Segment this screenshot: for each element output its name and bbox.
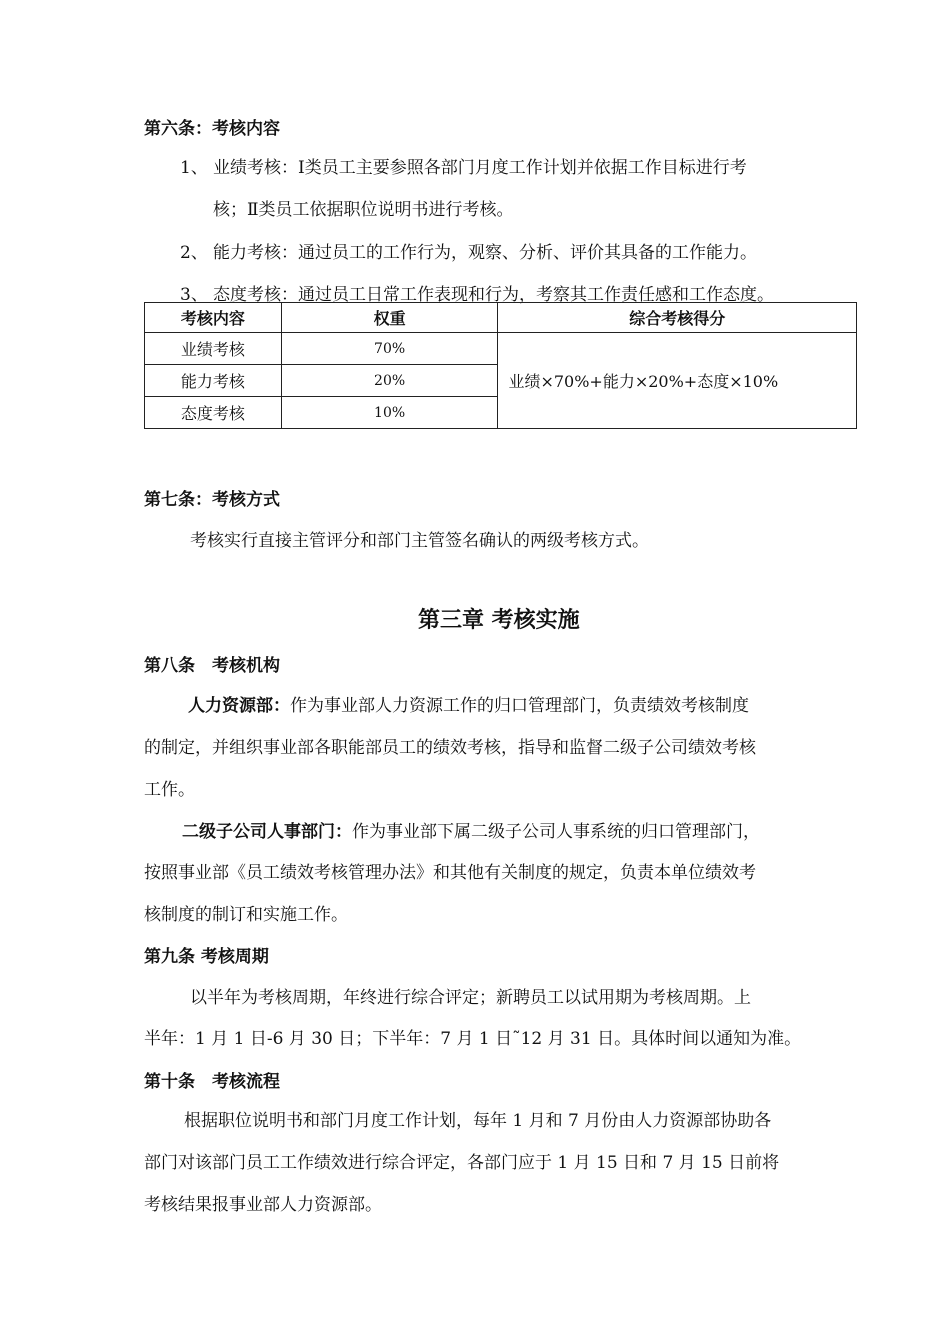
article8-title: 第八条 考核机构 — [144, 656, 280, 676]
article10-title: 第十条 考核流程 — [144, 1072, 280, 1092]
table-header-cell: 综合考核得分 — [498, 303, 857, 333]
article7-body: 考核实行直接主管评分和部门主管签名确认的两级考核方式。 — [190, 531, 649, 551]
chapter-title: 第三章 考核实施 — [418, 608, 580, 633]
table-cell-item: 态度考核 — [145, 397, 282, 429]
hr-department-label: 人力资源部： — [188, 696, 290, 716]
list-item-text: 态度考核：通过员工日常工作表现和行为，考察其工作责任感和工作态度。 — [213, 285, 774, 305]
list-item-text: 能力考核：通过员工的工作行为，观察、分析、评价其具备的工作能力。 — [213, 243, 757, 263]
paragraph-text: 作为事业部人力资源工作的归口管理部门，负责绩效考核制度 — [290, 696, 749, 716]
table-cell-weight: 10% — [281, 397, 498, 429]
list-item-text-continued: 核；Ⅱ类员工依据职位说明书进行考核。 — [213, 200, 514, 220]
article6-title: 第六条：考核内容 — [144, 119, 280, 139]
table-cell-weight: 20% — [281, 365, 498, 397]
subsidiary-hr-label: 二级子公司人事部门： — [182, 822, 352, 842]
table-row — [145, 333, 857, 365]
paragraph-text: 作为事业部下属二级子公司人事系统的归口管理部门， — [352, 822, 760, 842]
list-item-number: 3、 — [180, 285, 208, 305]
list-item-text: 业绩考核：Ⅰ类员工主要参照各部门月度工作计划并依据工作目标进行考 — [213, 158, 747, 178]
article8-paragraph1-line — [188, 691, 749, 716]
article10-line: 考核结果报事业部人力资源部。 — [144, 1195, 382, 1215]
article9-line: 以半年为考核周期，年终进行综合评定；新聘员工以试用期为考核周期。上 — [190, 988, 751, 1008]
article8-paragraph2-line — [182, 817, 760, 842]
table-cell-formula: 业绩×70%+能力×20%+态度×10% — [498, 333, 857, 429]
article9-title: 第九条 考核周期 — [144, 947, 269, 967]
article7-title: 第七条：考核方式 — [144, 490, 280, 510]
assessment-weight-table — [144, 302, 857, 429]
table-header-cell: 考核内容 — [145, 303, 282, 333]
article8-paragraph2-line: 核制度的制订和实施工作。 — [144, 905, 348, 925]
table-cell-weight: 70% — [281, 333, 498, 365]
list-item-number: 2、 — [180, 243, 208, 263]
article9-line: 半年：1 月 1 日-6 月 30 日；下半年：7 月 1 日˜12 月 31 日。具体时间以通知为准。 — [144, 1029, 802, 1049]
table-cell-item: 业绩考核 — [145, 333, 282, 365]
table-header-row — [145, 303, 857, 333]
article8-paragraph1-line: 工作。 — [144, 780, 195, 800]
article10-line: 部门对该部门员工工作绩效进行综合评定，各部门应于 1 月 15 日和 7 月 15 日前将 — [144, 1153, 780, 1173]
article8-paragraph1-line: 的制定，并组织事业部各职能部员工的绩效考核，指导和监督二级子公司绩效考核 — [144, 738, 756, 758]
table-header-cell: 权重 — [281, 303, 498, 333]
article8-paragraph2-line: 按照事业部《员工绩效考核管理办法》和其他有关制度的规定，负责本单位绩效考 — [144, 863, 756, 883]
article10-line: 根据职位说明书和部门月度工作计划，每年 1 月和 7 月份由人力资源部协助各 — [184, 1111, 772, 1131]
table-cell-item: 能力考核 — [145, 365, 282, 397]
list-item-number: 1、 — [180, 158, 208, 178]
